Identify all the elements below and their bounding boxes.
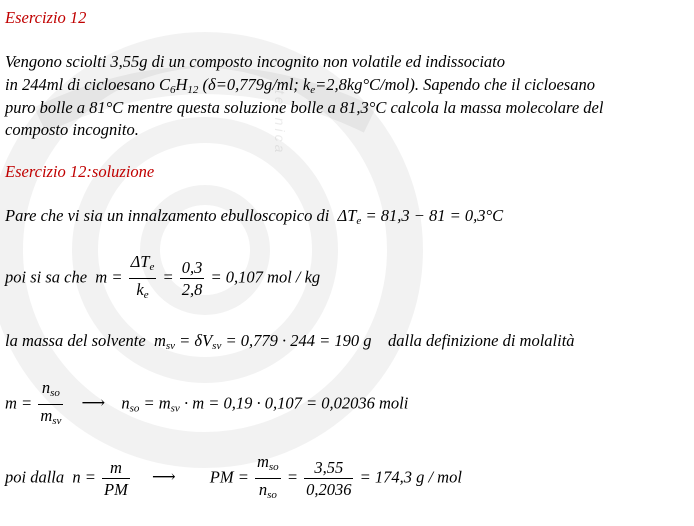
step-5-molar-mass: poi dalla n = $\frac{m}{PM}$ ⟶ PM = $\frac{m_{so}}{n_{so}}$ = $\frac{3,55}{0,2036}$ = 174,3 g / mol (5, 452, 462, 501)
arrow-icon: ⟶ (81, 393, 106, 413)
problem-line-3: puro bolle a 81°C mentre questa soluzione bolle a 81,3°C calcola la massa molecolare del (5, 98, 604, 117)
problem-line-1: Vengono sciolti 3,55g di un composto incognito non volatile ed indissociato (5, 52, 505, 71)
step-3-solvent-mass: la massa del solvente $m_{sv} = \delta V_{sv} = 0,779 \cdot 244 = 190$ g dalla definizione di molalità (5, 331, 575, 352)
watermark-text: tecnica (272, 90, 288, 156)
exercise-title: Esercizio 12 (5, 8, 87, 27)
step-2-molality: poi si sa che m = $\frac{\Delta T_e}{k_e}$ = $\frac{0,3}{2,8}$ = 0,107 mol / kg (5, 252, 321, 301)
solution-title: Esercizio 12:soluzione (5, 162, 155, 181)
arrow-icon: ⟶ (151, 467, 176, 487)
problem-line-2: in 244ml di cicloesano $C_6H_{12}$ (δ=0,779g/ml; $k_e=2,8kg^\circ C/mol$). Sapendo che il cicloesano (5, 75, 595, 96)
problem-line-4: composto incognito. (5, 120, 139, 139)
step-1-ebullioscopic: Pare che vi sia un innalzamento ebulloscopico di $\Delta T_e = 81,3 - 81 = 0,3^\circ C$ (5, 206, 504, 227)
step-4-moles: m = $\frac{n_{so}}{m_{sv}}$ ⟶ $n_{so} = m_{sv} \cdot m = 0,19 \cdot 0,107 = 0,02036$ moli (5, 378, 409, 427)
